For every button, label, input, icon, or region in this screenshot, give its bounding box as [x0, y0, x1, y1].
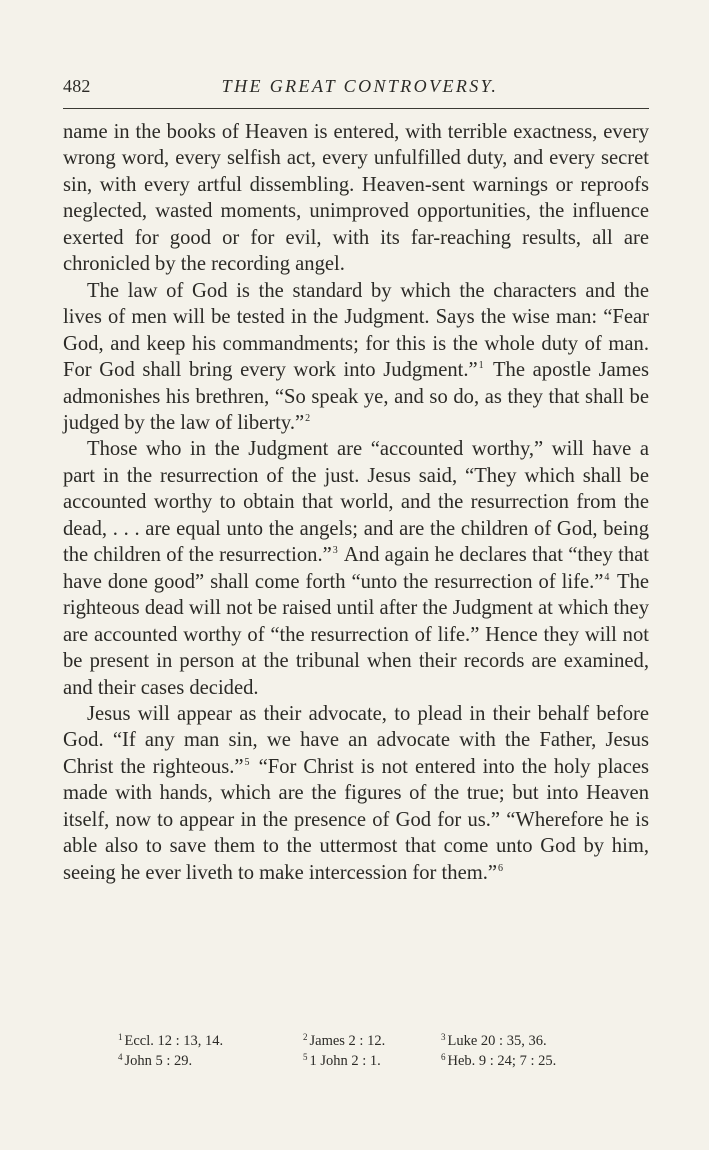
footnote-mark: 3	[441, 1032, 446, 1042]
footnote-citation: Eccl. 12 : 13, 14.	[124, 1033, 224, 1049]
footnote-citation: Luke 20 : 35, 36.	[447, 1033, 547, 1049]
footnote-reference: 2	[305, 412, 311, 424]
footnote-reference: 3	[332, 545, 338, 557]
paragraph	[63, 119, 649, 278]
page-header	[63, 76, 649, 102]
body-text	[63, 119, 649, 886]
footnote	[303, 1051, 441, 1071]
footnote	[441, 1051, 618, 1071]
header-rule	[63, 108, 649, 109]
footnotes	[118, 1031, 618, 1071]
paragraph	[63, 436, 649, 701]
footnote-citation: 1 John 2 : 1.	[309, 1053, 381, 1069]
text-run: name in the books of Heaven is entered, with terrible exactness, every wrong word, every selfish act, every unfulfilled duty, and every secret sin, with every artful dissembling. Heaven-sent warnings or reproofs neglected, wasted moments, unimproved opportunities, the influence exerted for good or for evil, with its far-reaching results, all are chronicled by the recording angel.	[63, 121, 649, 276]
footnote-citation: Heb. 9 : 24; 7 : 25.	[447, 1053, 557, 1069]
text-run: Those who in the Judgment are “accounted worthy,” will have a part in the resurrection of the just. Jesus said, “They which shall be accounted worthy to obtain that world, and the resurrection from the dead, . . . are equal unto the angels; and are the children of God, being the children of the resurrection.”	[63, 438, 649, 567]
text-run: “For Christ is not entered into the holy places made with hands, which are the figures of the true; but into Heaven itself, now to appear in the presence of God for us.” “Wherefore he is able also to save them to the uttermost that come unto God by him, seeing he ever liveth to make intercession for them.”	[63, 755, 649, 884]
footnote-mark: 5	[303, 1052, 308, 1062]
paragraph	[63, 278, 649, 437]
running-title: THE GREAT CONTROVERSY.	[221, 76, 499, 96]
footnote-citation: John 5 : 29.	[124, 1053, 193, 1069]
footnote-mark: 1	[118, 1032, 123, 1042]
footnote-reference: 5	[244, 756, 250, 768]
footnote-mark: 2	[303, 1032, 308, 1042]
footnote	[303, 1031, 441, 1051]
footnote-reference: 4	[604, 571, 610, 583]
footnote-row	[118, 1051, 618, 1071]
footnote-reference: 1	[478, 360, 484, 372]
footnote	[441, 1031, 618, 1051]
footnote	[118, 1031, 303, 1051]
text-run: The law of God is the standard by which the characters and the lives of men will be tested in the Judgment. Says the wise man: “Fear God, and keep his commandments; for this is the whole duty of man. For God shall bring every work into Judgment.”	[63, 279, 649, 382]
footnote-row	[118, 1031, 618, 1051]
page-number: 482	[63, 76, 91, 96]
footnote-mark: 4	[118, 1052, 123, 1062]
footnote-mark: 6	[441, 1052, 446, 1062]
footnote-reference: 6	[498, 862, 504, 874]
text-run: The righteous dead will not be raised until after the Judgment at which they are accounted worthy of “the resurrection of life.” Hence they will not be present in person at the tribunal when their records are examined, and their cases decided.	[63, 570, 650, 699]
paragraph	[63, 701, 649, 886]
text-run: And again he declares that “they that have done good” shall come forth “unto the resurrection of life.”	[63, 544, 650, 593]
footnote	[118, 1051, 303, 1071]
text-run: The apostle James admonishes his brethren, “So speak ye, and so do, as they that shall be judged by the law of liberty.”	[63, 359, 649, 434]
text-run: Jesus will appear as their advocate, to plead in their behalf before God. “If any man sin, we have an advocate with the Father, Jesus Christ the righteous.”	[63, 702, 649, 778]
footnote-citation: James 2 : 12.	[309, 1033, 386, 1049]
